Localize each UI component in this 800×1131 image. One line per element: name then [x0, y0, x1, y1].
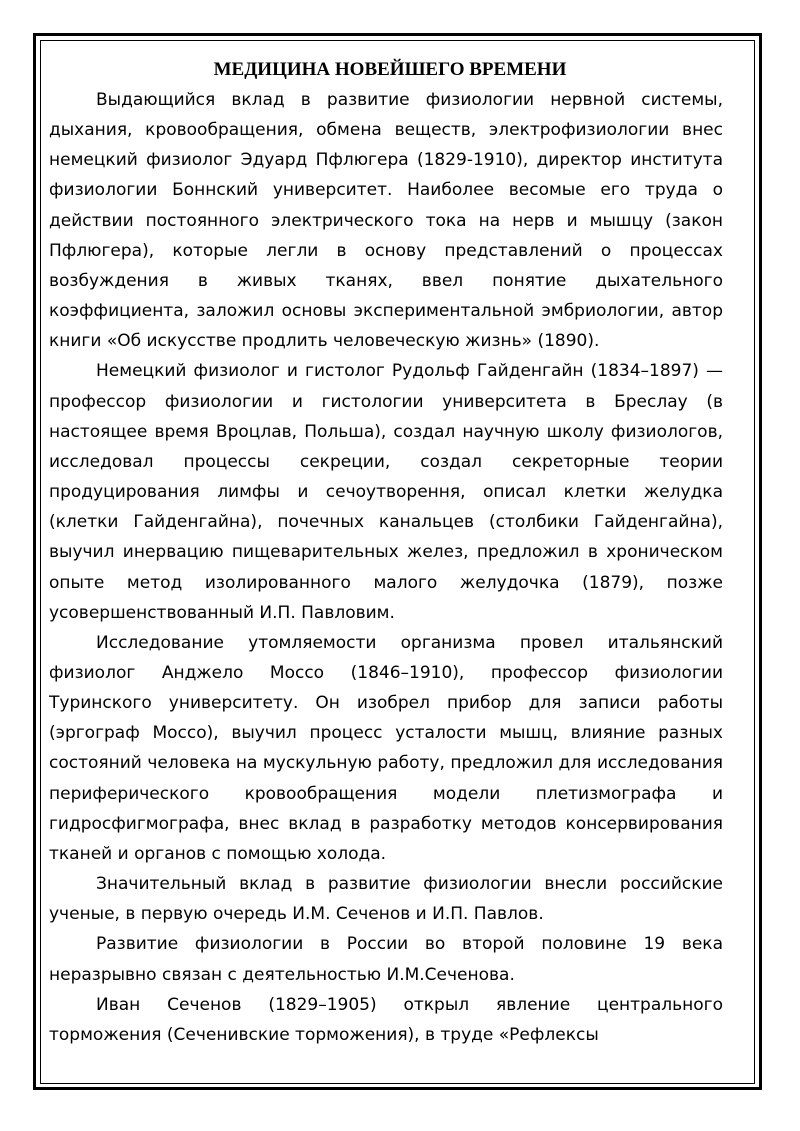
paragraph-russian-scientists: Значительный вклад в развитие физиологии внесли российские ученые, в первую очередь И.М. Сеченов и И.П. Павлов. [49, 874, 723, 925]
paragraph-sechenov-era: Развитие физиологии в России во второй половине 19 века неразрывно связан с деятельностью И.М.Сеченова. [49, 934, 723, 985]
paragraph-mosso: Исследование утомляемости организма провел итальянский физиолог Анджело Моссо (1846–1910), профессор физиологии Туринского университету. Он изобрел прибор для записи работы (эргограф Моссо), выучил процесс усталости мышц, влияние разных состояний человека на мускульную работу, предложил для исследования периферического кровообращения модели плетизмографа и гидросфигмографа, внес вклад в разработку методов консервирования тканей и органов с помощью холода. [49, 632, 723, 864]
document-title: МЕДИЦИНА НОВЕЙШЕГО ВРЕМЕНИ [213, 59, 567, 80]
paragraph-sechenov-inhibition: Иван Сеченов (1829–1905) открыл явление центрального торможения (Сеченивские торможения), в труде «Рефлексы [49, 994, 723, 1045]
paragraph-heidenhain: Немецкий физиолог и гистолог Рудольф Гайденгайн (1834–1897) — профессор физиологии и гистологии университета в Бреслау (в настоящее время Вроцлав, Польша), создал научную школу физиологов, исследовал процессы секреции, создал секреторные теории продуцирования лимфы и сечоутворення, описал клетки желудка (клетки Гайденгайна), почечных канальцев (столбики Гайденгайна), выучил инервацию пищеварительных желез, предложил в хроническом опыте метод изолированного малого желудочка (1879), позже усовершенствованный И.П. Павловим. [49, 361, 723, 623]
document-page [49, 55, 723, 1065]
paragraph-pfluger: Выдающийся вклад в развитие физиологии нервной системы, дыхания, кровообращения, обмена веществ, электрофизиологии внес немецкий физиолог Эдуард Пфлюгера (1829-1910), директор института физиологии Боннский университет. Наиболее весомые его труда о действии постоянного электрического тока на нерв и мышцу (закон Пфлюгера), которые легли в основу представлений о процессах возбуждения в живых тканях, ввел понятие дыхательного коэффициента, заложил основы экспериментальной эмбриологии, автор книги «Об искусстве продлить человеческую жизнь» (1890). [49, 90, 723, 352]
